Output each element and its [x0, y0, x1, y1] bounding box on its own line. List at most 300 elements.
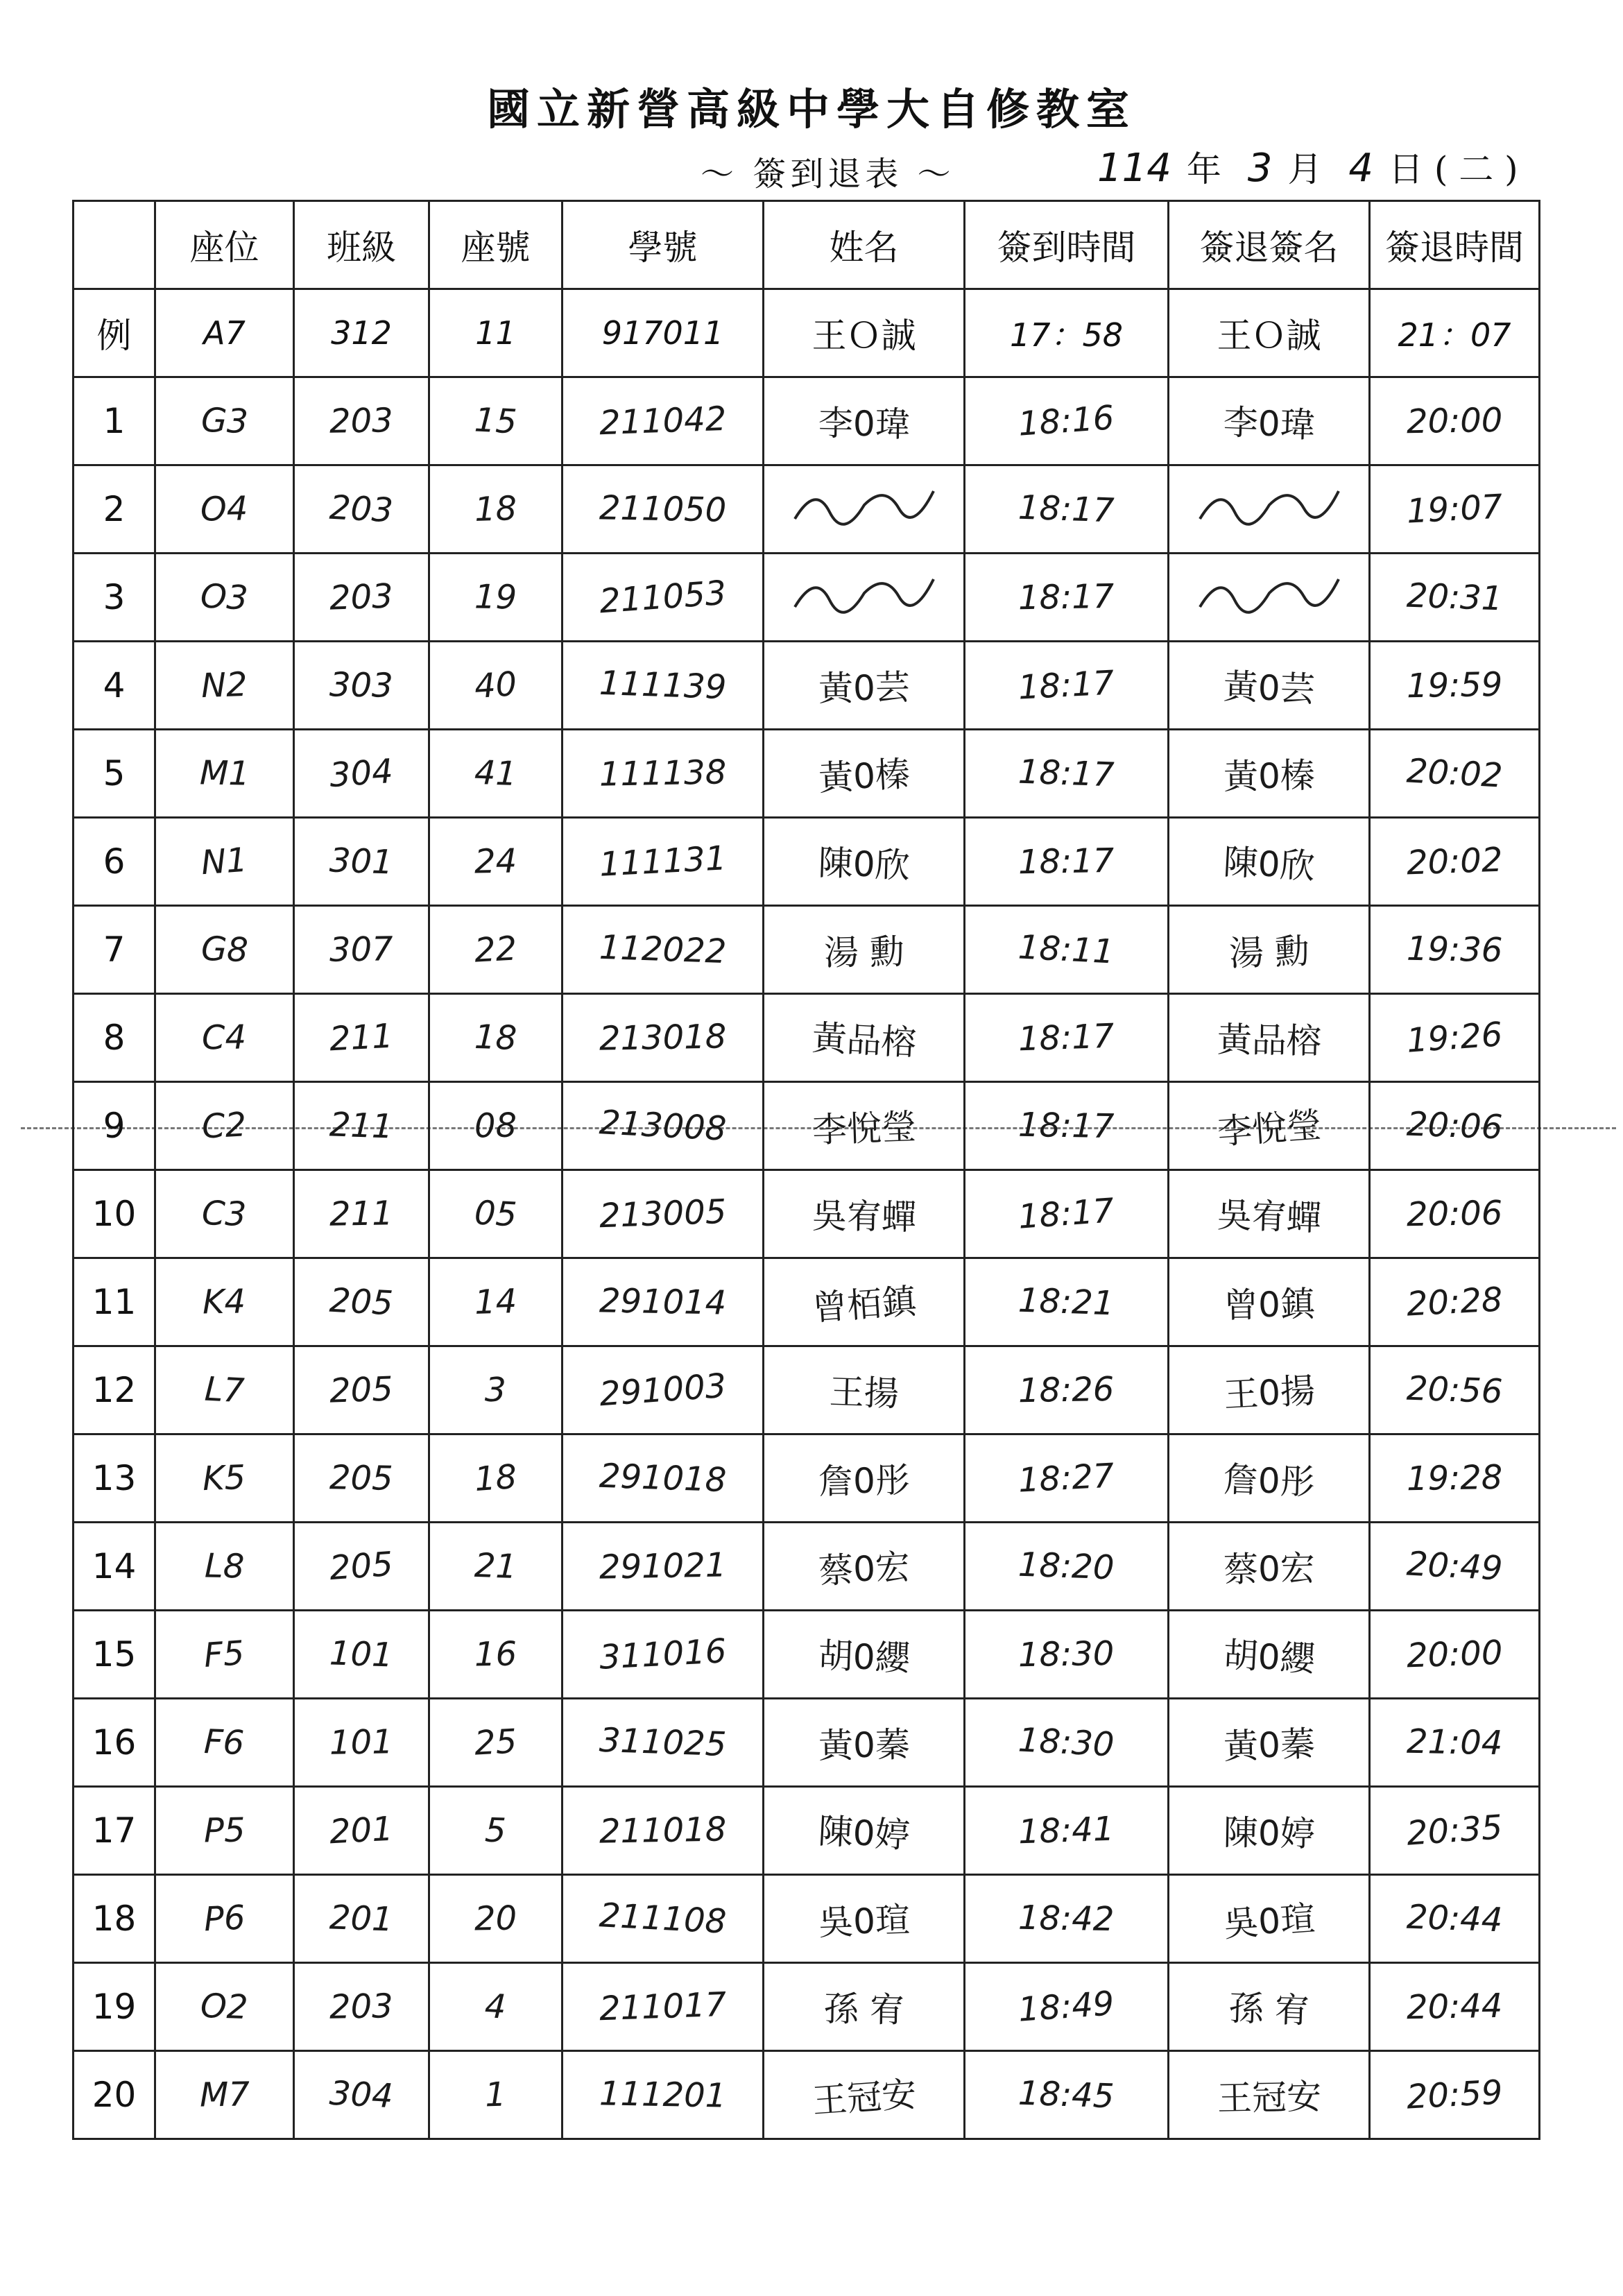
table-row — [74, 906, 1540, 994]
sign-in-time — [965, 1963, 1169, 2051]
class-cell-text: 211 — [329, 1194, 394, 1234]
row-index — [74, 1082, 155, 1170]
sign-out-signature-text: 陳0欣 — [1221, 841, 1316, 887]
sign-out-signature — [1169, 818, 1370, 906]
student-id-cell-text: 291014 — [599, 1281, 727, 1323]
row-index-text: 11 — [92, 1282, 137, 1322]
sign-out-signature — [1169, 730, 1370, 818]
student-id-cell — [563, 1963, 764, 2051]
seat-cell — [155, 818, 294, 906]
number-cell-text: 4 — [483, 1987, 508, 2027]
scribble-signature-icon — [788, 477, 941, 533]
name-signature — [764, 642, 965, 730]
seat-cell-text: O3 — [199, 576, 250, 618]
row-index — [74, 1434, 155, 1523]
class-cell — [294, 377, 429, 465]
number-cell — [429, 554, 563, 642]
sign-out-time — [1370, 1699, 1540, 1787]
number-cell-text: 05 — [473, 1193, 518, 1235]
number-cell-text: 08 — [474, 1106, 517, 1146]
seat-cell-text: O4 — [200, 489, 249, 529]
student-id-cell-text: 291021 — [599, 1545, 727, 1587]
class-cell-text: 307 — [329, 929, 394, 970]
class-cell-text: 203 — [329, 401, 394, 441]
number-cell-text: 24 — [474, 841, 517, 882]
student-id-cell-text: 291018 — [598, 1456, 728, 1500]
class-cell-text: 101 — [329, 1634, 394, 1675]
name-signature-text: 王揚 — [828, 1371, 900, 1414]
class-cell — [294, 1258, 429, 1346]
number-cell-text: 18 — [473, 1457, 518, 1500]
sign-out-signature-text: 黃0榛 — [1223, 755, 1315, 798]
sign-out-signature — [1169, 1434, 1370, 1523]
sign-out-signature-text: 曾0鎮 — [1223, 1283, 1315, 1326]
sign-out-signature — [1169, 1523, 1370, 1611]
seat-cell-text: O2 — [200, 1986, 249, 2028]
sign-out-signature-text: 陳0婷 — [1223, 1812, 1315, 1855]
number-cell-text: 40 — [473, 664, 518, 707]
row-index — [74, 1875, 155, 1963]
date-weekday: ( 二 ) — [1434, 149, 1518, 189]
table-row — [74, 1875, 1540, 1963]
sign-out-signature-text: 詹0彤 — [1222, 1459, 1316, 1503]
row-index — [74, 730, 155, 818]
sign-out-time-text: 19:26 — [1405, 1015, 1504, 1061]
class-cell-text: 203 — [328, 488, 395, 531]
name-signature — [764, 1963, 965, 2051]
sign-out-time — [1370, 994, 1540, 1082]
sign-in-time — [965, 1611, 1169, 1699]
table-row — [74, 1170, 1540, 1258]
sign-out-time — [1370, 1611, 1540, 1699]
number-cell — [429, 377, 563, 465]
row-index — [74, 1787, 155, 1875]
name-signature — [764, 906, 965, 994]
sign-in-time-text: 18:41 — [1017, 1809, 1115, 1852]
sign-out-time — [1370, 1346, 1540, 1434]
sign-in-time — [965, 1170, 1169, 1258]
sign-out-signature-text: 蔡0宏 — [1223, 1548, 1315, 1591]
student-id-cell — [563, 818, 764, 906]
name-signature-text: 李0瑋 — [818, 402, 910, 445]
name-signature-text: 黃0蓁 — [818, 1724, 910, 1767]
sign-in-time — [965, 377, 1169, 465]
class-cell — [294, 1875, 429, 1963]
seat-cell-text: G8 — [200, 929, 249, 970]
sign-in-time-text: 18:21 — [1017, 1280, 1115, 1323]
name-signature-text: 蔡0宏 — [817, 1546, 911, 1592]
seat-cell — [155, 1523, 294, 1611]
name-signature — [764, 730, 965, 818]
number-cell — [429, 642, 563, 730]
number-cell — [429, 1875, 563, 1963]
table-row — [74, 1523, 1540, 1611]
name-signature — [764, 1611, 965, 1699]
row-index — [74, 1963, 155, 2051]
class-cell — [294, 1963, 429, 2051]
sign-in-time-text: 18:17 — [1017, 488, 1115, 531]
number-cell — [429, 818, 563, 906]
class-cell — [294, 1082, 429, 1170]
name-signature — [764, 1699, 965, 1787]
name-signature-text: 陳0欣 — [817, 842, 911, 886]
sign-out-signature-text: 孫 宥 — [1228, 1987, 1310, 2032]
student-id-cell-text: 211108 — [598, 1896, 728, 1942]
student-id-cell — [563, 994, 764, 1082]
seat-cell — [155, 1787, 294, 1875]
number-cell — [429, 1523, 563, 1611]
seat-cell — [155, 1082, 294, 1170]
number-cell-text: 5 — [484, 1810, 507, 1851]
table-header-row — [74, 201, 1540, 289]
name-signature — [764, 1258, 965, 1346]
sign-in-time-text: 18:16 — [1017, 398, 1116, 444]
row-index-text: 16 — [92, 1722, 137, 1763]
row-index-text: 20 — [92, 2075, 137, 2115]
number-cell-text: 19 — [474, 577, 517, 617]
row-index-text: 9 — [103, 1106, 126, 1146]
row-index-text: 6 — [103, 841, 126, 882]
sign-in-time-text: 18:27 — [1017, 1456, 1116, 1500]
sign-out-signature-text: 吳宥蟬 — [1216, 1194, 1322, 1239]
student-id-cell — [563, 1875, 764, 1963]
class-cell-text: 201 — [328, 1809, 395, 1852]
table-row — [74, 377, 1540, 465]
sign-in-time-text: 18:17 — [1017, 1191, 1116, 1237]
name-signature — [764, 818, 965, 906]
row-index — [74, 554, 155, 642]
class-cell-text: 301 — [329, 841, 394, 882]
sign-out-time — [1370, 1875, 1540, 1963]
number-cell-text: 25 — [473, 1722, 518, 1763]
sign-out-time-text: 19:07 — [1405, 487, 1504, 531]
sign-in-time-text: 18:49 — [1017, 1984, 1116, 2030]
sign-out-signature-text: 王冠安 — [1217, 2076, 1322, 2119]
student-id-cell-text: 211053 — [598, 573, 728, 622]
number-cell — [429, 730, 563, 818]
row-index — [74, 1611, 155, 1699]
seat-cell — [155, 465, 294, 554]
class-cell — [294, 2051, 429, 2139]
number-cell — [429, 1611, 563, 1699]
col-header-sign-in-time: 簽到時間 — [965, 201, 1169, 289]
student-id-cell-text: 111139 — [598, 663, 728, 708]
table-row — [74, 1434, 1540, 1523]
example-sign-out-name: 王Ｏ誠 — [1169, 289, 1370, 377]
seat-cell — [155, 1699, 294, 1787]
sign-in-time-text: 18:17 — [1017, 752, 1115, 795]
sign-out-signature — [1169, 1787, 1370, 1875]
class-cell-text: 205 — [329, 1369, 394, 1411]
sign-in-time-text: 18:20 — [1017, 1545, 1115, 1588]
sign-out-signature — [1169, 1699, 1370, 1787]
class-cell-text: 203 — [329, 1987, 394, 2027]
sign-in-time — [965, 1434, 1169, 1523]
page-title: 國立新營高級中學大自修教室 — [486, 84, 1136, 135]
example-name: 王Ｏ誠 — [764, 289, 965, 377]
example-label: 例 — [74, 289, 155, 377]
student-id-cell — [563, 465, 764, 554]
table-row — [74, 1787, 1540, 1875]
student-id-cell-text: 291003 — [598, 1366, 728, 1414]
number-cell — [429, 1170, 563, 1258]
sign-out-signature — [1169, 1346, 1370, 1434]
sign-out-signature — [1169, 642, 1370, 730]
sign-out-time-text: 20:31 — [1405, 576, 1504, 619]
row-index-text: 10 — [92, 1194, 137, 1234]
seat-cell-text: N2 — [200, 665, 248, 706]
col-header-number: 座號 — [429, 201, 563, 289]
class-cell-text: 304 — [328, 751, 395, 796]
name-signature — [764, 1523, 965, 1611]
student-id-cell — [563, 1787, 764, 1875]
sign-out-signature-text: 黃0蓁 — [1222, 1723, 1316, 1767]
student-id-cell — [563, 1523, 764, 1611]
sign-out-signature-scribble — [1169, 465, 1370, 554]
student-id-cell — [563, 1082, 764, 1170]
number-cell — [429, 1082, 563, 1170]
class-cell — [294, 1523, 429, 1611]
name-signature-text: 胡0纓 — [817, 1635, 911, 1679]
student-id-cell-text: 311025 — [598, 1720, 728, 1765]
class-cell — [294, 1611, 429, 1699]
sign-out-signature — [1169, 1082, 1370, 1170]
seat-cell — [155, 1963, 294, 2051]
example-seat: A7 — [155, 289, 294, 377]
number-cell-text: 15 — [473, 400, 518, 442]
seat-cell-text: L7 — [203, 1369, 246, 1411]
col-header-name: 姓名 — [764, 201, 965, 289]
student-id-cell-text: 213005 — [598, 1192, 728, 1236]
number-cell-text: 18 — [473, 1017, 517, 1059]
name-signature — [764, 1434, 965, 1523]
number-cell — [429, 1699, 563, 1787]
name-signature-text: 黃品榕 — [810, 1018, 917, 1063]
sign-out-time-text: 20:02 — [1405, 840, 1504, 883]
number-cell-text: 18 — [473, 488, 517, 530]
sign-in-time-text: 18:17 — [1017, 841, 1115, 882]
sign-out-time-text: 20:06 — [1405, 1104, 1504, 1147]
seat-cell — [155, 994, 294, 1082]
row-index — [74, 906, 155, 994]
number-cell-text: 41 — [473, 753, 517, 794]
sign-out-time-text: 20:35 — [1405, 1808, 1504, 1853]
number-cell — [429, 1787, 563, 1875]
sign-out-time — [1370, 1787, 1540, 1875]
class-cell — [294, 818, 429, 906]
seat-cell — [155, 1611, 294, 1699]
number-cell-text: 20 — [474, 1899, 517, 1939]
number-cell — [429, 1434, 563, 1523]
number-cell-text: 3 — [484, 1370, 507, 1410]
sign-in-time — [965, 1699, 1169, 1787]
student-id-cell-text: 213018 — [599, 1017, 727, 1059]
row-index-text: 3 — [103, 577, 126, 617]
number-cell — [429, 906, 563, 994]
name-signature — [764, 1082, 965, 1170]
sign-in-time — [965, 1082, 1169, 1170]
sign-in-time-text: 18:17 — [1017, 1016, 1115, 1059]
student-id-cell — [563, 1346, 764, 1434]
sign-out-signature — [1169, 1611, 1370, 1699]
class-cell-text: 205 — [328, 1280, 395, 1323]
table-row — [74, 1699, 1540, 1787]
table-row — [74, 994, 1540, 1082]
class-cell-text: 205 — [329, 1458, 394, 1498]
example-number: 11 — [429, 289, 563, 377]
sign-out-signature-text: 黃0芸 — [1222, 666, 1316, 710]
sign-out-signature-text: 胡0纓 — [1221, 1634, 1316, 1680]
student-id-cell — [563, 906, 764, 994]
student-id-cell — [563, 1170, 764, 1258]
table-row — [74, 1346, 1540, 1434]
number-cell — [429, 2051, 563, 2139]
student-id-cell — [563, 1699, 764, 1787]
seat-cell-text: L8 — [204, 1546, 245, 1586]
table-row — [74, 818, 1540, 906]
seat-cell-text: C4 — [201, 1018, 248, 1058]
class-cell — [294, 1699, 429, 1787]
seat-cell-text: K5 — [202, 1457, 247, 1499]
row-index-text: 4 — [103, 665, 126, 705]
seat-cell — [155, 1258, 294, 1346]
class-cell — [294, 906, 429, 994]
sign-in-time — [965, 1346, 1169, 1434]
name-signature-text: 黃0榛 — [817, 753, 911, 799]
name-signature-text: 黃0芸 — [818, 667, 910, 710]
sign-out-signature-text: 湯 勳 — [1228, 930, 1310, 975]
sign-out-time-text: 20:00 — [1405, 1633, 1504, 1676]
sign-in-time — [965, 1523, 1169, 1611]
class-cell — [294, 730, 429, 818]
table-row — [74, 1611, 1540, 1699]
number-cell — [429, 465, 563, 554]
table-row — [74, 2051, 1540, 2139]
sign-in-time — [965, 1258, 1169, 1346]
name-signature — [764, 1875, 965, 1963]
date-day: 4 — [1348, 146, 1373, 191]
class-cell — [294, 1434, 429, 1523]
col-header-sign-out-time: 簽退時間 — [1370, 201, 1540, 289]
name-signature-text: 曾栢鎮 — [810, 1280, 918, 1329]
sign-in-time-text: 18:30 — [1017, 1634, 1115, 1675]
sign-in-time-text: 18:42 — [1017, 1898, 1115, 1939]
sign-out-time-text: 20:06 — [1406, 1193, 1503, 1235]
sign-out-signature — [1169, 1170, 1370, 1258]
name-signature-text: 吳宥蟬 — [811, 1195, 916, 1238]
sign-out-time — [1370, 818, 1540, 906]
date-day-unit: 日 — [1388, 149, 1423, 189]
table-row — [74, 1258, 1540, 1346]
class-cell — [294, 554, 429, 642]
date-line — [1082, 142, 1518, 191]
sign-out-time — [1370, 1434, 1540, 1523]
seat-cell — [155, 730, 294, 818]
seat-cell — [155, 1170, 294, 1258]
sign-out-time-text: 20:56 — [1405, 1369, 1504, 1412]
date-month: 3 — [1247, 146, 1273, 191]
date-month-unit: 月 — [1287, 149, 1323, 189]
sign-out-time — [1370, 554, 1540, 642]
sign-out-signature-text: 吳0瑄 — [1222, 1898, 1316, 1945]
sign-in-time — [965, 818, 1169, 906]
sign-in-time — [965, 994, 1169, 1082]
name-signature — [764, 994, 965, 1082]
seat-cell-text: M7 — [199, 2075, 250, 2115]
student-id-cell — [563, 554, 764, 642]
student-id-cell-text: 211017 — [598, 1985, 728, 2029]
row-index — [74, 2051, 155, 2139]
sign-out-time — [1370, 1963, 1540, 2051]
name-signature-text: 王冠安 — [810, 2073, 918, 2122]
row-index-text: 19 — [92, 1987, 137, 2027]
row-index — [74, 994, 155, 1082]
number-cell-text: 16 — [474, 1634, 517, 1674]
sign-in-time — [965, 730, 1169, 818]
sign-out-signature-text: 李0瑋 — [1222, 402, 1316, 446]
class-cell-text: 101 — [329, 1722, 394, 1763]
student-id-cell-text: 112022 — [598, 927, 728, 972]
name-signature-text: 陳0婷 — [816, 1810, 911, 1856]
name-signature — [764, 1346, 965, 1434]
seat-cell-text: N1 — [200, 840, 249, 883]
sign-in-time-text: 18:45 — [1017, 2073, 1115, 2116]
student-id-cell-text: 111138 — [599, 753, 727, 794]
sign-in-time-text: 18:11 — [1017, 927, 1116, 972]
class-cell — [294, 1170, 429, 1258]
sign-in-time-text: 18:26 — [1017, 1369, 1115, 1411]
class-cell-text: 211 — [328, 1016, 395, 1059]
sign-out-signature — [1169, 1258, 1370, 1346]
number-cell — [429, 1346, 563, 1434]
seat-cell — [155, 554, 294, 642]
name-signature — [764, 2051, 965, 2139]
sign-out-signature-text: 黃品榕 — [1216, 1019, 1321, 1062]
seat-cell — [155, 1434, 294, 1523]
sign-out-time — [1370, 642, 1540, 730]
col-header-sign-out-signature: 簽退簽名 — [1169, 201, 1370, 289]
sign-out-time-text: 20:00 — [1406, 400, 1503, 442]
sign-out-time-text: 20:44 — [1406, 1986, 1503, 2028]
row-index-text: 14 — [92, 1546, 137, 1586]
seat-cell — [155, 906, 294, 994]
example-sign-in: 17：58 — [965, 289, 1169, 377]
row-index-text: 8 — [103, 1018, 126, 1058]
number-cell-text: 14 — [473, 1281, 517, 1323]
example-sign-out: 21：07 — [1370, 289, 1540, 377]
table-row — [74, 1963, 1540, 2051]
seat-cell — [155, 377, 294, 465]
row-index — [74, 818, 155, 906]
name-signature-text: 孫 宥 — [823, 1988, 904, 2031]
sign-out-time-text: 20:59 — [1405, 2073, 1504, 2117]
row-index — [74, 1699, 155, 1787]
row-index-text: 17 — [92, 1810, 137, 1851]
class-cell — [294, 642, 429, 730]
table-row — [74, 642, 1540, 730]
row-index-text: 15 — [92, 1634, 137, 1674]
seat-cell-text: C3 — [201, 1193, 248, 1235]
sign-out-signature-text: 李悅瑩 — [1215, 1104, 1323, 1153]
col-header-class: 班級 — [294, 201, 429, 289]
name-signature-scribble — [764, 465, 965, 554]
seat-cell — [155, 1875, 294, 1963]
sign-in-time — [965, 2051, 1169, 2139]
student-id-cell — [563, 730, 764, 818]
class-cell-text: 203 — [329, 576, 394, 618]
sign-out-signature — [1169, 2051, 1370, 2139]
seat-cell-text: P5 — [203, 1810, 246, 1851]
